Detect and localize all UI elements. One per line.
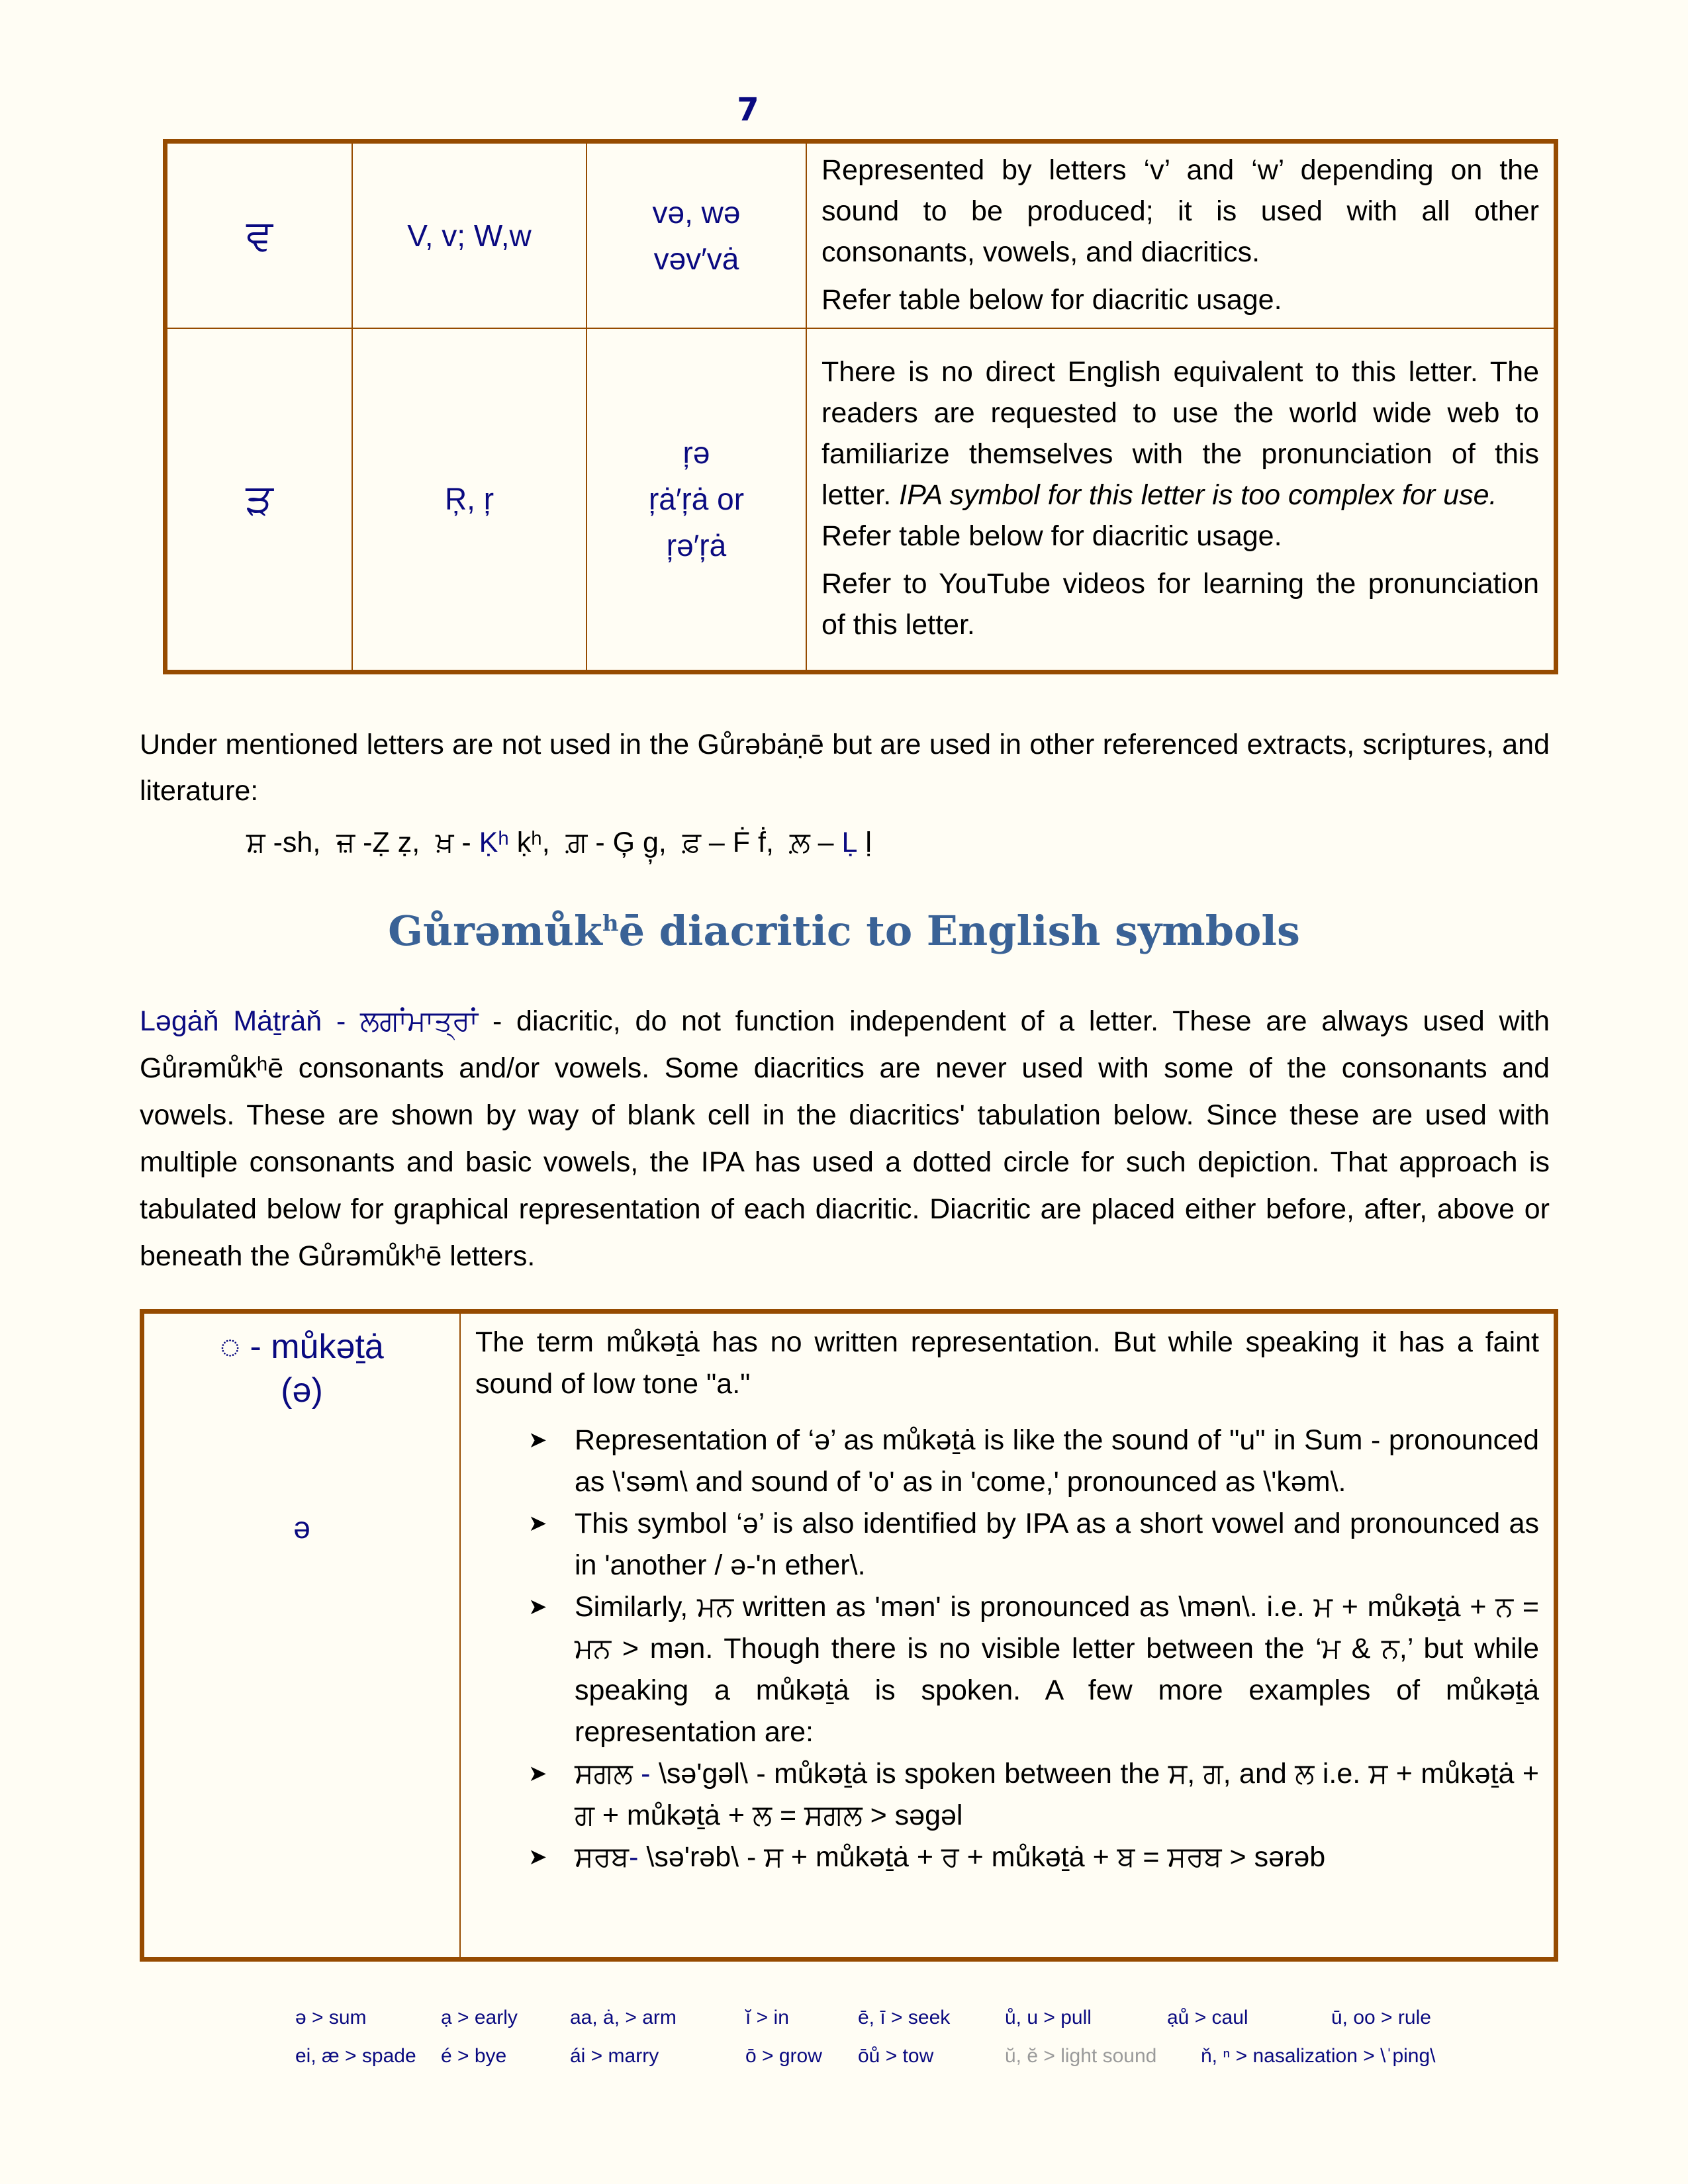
legend-item: ŭ, ĕ > light sound — [1005, 2045, 1157, 2067]
list-item: ➤ Similarly, ਮਨ written as 'mən' is pronounced as \mən\. i.e. ਮ + můkəṯȧ + ਨ = ਮਨ > mən. Though there is no visible letter between the ‘ਮ & ਨ,’ but while speaking a můkəṯȧ is spoken. A few more examples of můkəṯȧ representation are: — [575, 1586, 1539, 1753]
diacritic-table — [140, 1309, 1558, 1962]
arrowhead-bullet-icon: ➤ — [528, 1428, 547, 1453]
description-text: Refer to YouTube videos for learning the pronunciation of this letter. — [821, 568, 1539, 641]
diacritic-intro: The term můkəṯȧ has no written representation. But while speaking it has a faint sound of low tone "a." — [475, 1326, 1539, 1400]
arrowhead-bullet-icon: ➤ — [528, 1761, 547, 1786]
arrowhead-bullet-icon: ➤ — [528, 1844, 547, 1870]
diacritic-row-mukta — [142, 1312, 1556, 1960]
list-item: ➤ Representation of ‘ə’ as můkəṯȧ is like the sound of "u" in Sum - pronounced as \'səm\ and sound of 'o' as in 'come,' pronounced as \'kəm\. — [575, 1420, 1539, 1503]
section-heading: Gůrəmůk$^h$ē diacritic to English symbols — [388, 907, 1300, 955]
description-text: Refer table below for diacritic usage. — [821, 283, 1282, 316]
gurmukhi-letter: ੜ — [165, 328, 353, 672]
list-item: ➤ This symbol ‘ə’ is also identified by IPA as a short vowel and pronounced as in 'another / ə-'n ether\. — [575, 1503, 1539, 1586]
legend-item: ái > marry — [570, 2045, 659, 2067]
diacritic-description-cell — [460, 1312, 1556, 1960]
letter-row-rara — [165, 328, 1556, 672]
letter-item: ਗ਼ - Ģ g̦ — [565, 827, 659, 858]
description-text: Refer table below for diacritic usage. — [821, 520, 1282, 553]
legend-item: ū, oo > rule — [1331, 2007, 1431, 2028]
arrowhead-bullet-icon: ➤ — [528, 1594, 547, 1619]
letter-table — [163, 139, 1558, 674]
letter-item: ਖ਼ - Ḳʰ ḳʰ — [436, 827, 542, 858]
description-plain: There is no direct English equivalent to this letter. The readers are requested to use the world wide web to familiarize themselves with the pronunciation of this letter. — [821, 356, 1539, 512]
letter-item: ਲ਼ – Ḷ ḷ — [789, 827, 872, 858]
diacritic-name: ◌ - můkəṯȧ — [220, 1328, 384, 1366]
diacritic-ipa: ə — [293, 1510, 310, 1545]
legend-item: ĭ > in — [745, 2007, 789, 2028]
diacritic-ipa-paren: (ə) — [281, 1371, 323, 1410]
list-item: ➤ ਸਗਲ - \sə'gəl\ - můkəṯȧ is spoken between the ਸ, ਗ, and ਲ i.e. ਸ + můkəṯȧ + ਗ + můkəṯȧ + ਲ = ਸਗਲ > səgəl — [575, 1753, 1539, 1837]
legend-item: ei, æ > spade — [295, 2045, 416, 2067]
legend-row — [295, 1999, 1487, 2037]
ipa-line: ŗə′ŗȧ — [666, 528, 727, 563]
diacritic-symbol-cell — [142, 1312, 461, 1960]
letter-row-vava — [165, 142, 1556, 328]
ipa-line: vəv′vȧ — [653, 241, 739, 276]
legend-item: é > bye — [441, 2045, 507, 2067]
extra-letters-list: ਸ਼ -sh, ਜ਼ -Ẓ ẓ, ਖ਼ - Ḳʰ ḳʰ, ਗ਼ - Ģ g̦, ਫ਼ – Ḟ ḟ, ਲ਼ – Ḷ ḷ — [246, 827, 872, 858]
ipa-line: və, wə — [652, 195, 741, 230]
english-equivalent: Ŗ, ŗ — [352, 328, 586, 672]
letter-item: ਜ਼ -Ẓ ẓ — [336, 827, 412, 858]
description-cell — [806, 328, 1556, 672]
page-number: 7 — [737, 91, 759, 128]
description-italic: IPA symbol for this letter is too complex for use. — [899, 479, 1497, 512]
ipa-line: ŗə — [682, 435, 710, 471]
legend-item: ē, ī > seek — [858, 2007, 951, 2028]
legend-item: ōů > tow — [858, 2045, 934, 2067]
not-used-letters-paragraph: Under mentioned letters are not used in the Gůrəbȧṇē but are used in other referenced extracts, scriptures, and literature: — [140, 729, 1550, 807]
legend-item: aa, ȧ, > arm — [570, 2007, 677, 2028]
diacritic-bullet-list — [475, 1420, 1539, 1878]
legend-item: ů, u > pull — [1005, 2007, 1092, 2028]
description-text: Represented by letters ‘v’ and ‘w’ depending on the sound to be produced; it is used with all other consonants, vowels, and diacritics. — [821, 154, 1539, 268]
diacritic-intro-paragraph — [140, 998, 1550, 1280]
legend-item: ạ > early — [441, 2007, 518, 2028]
ipa-cell — [586, 142, 806, 328]
letter-item: ਸ਼ -sh — [246, 827, 313, 858]
arrowhead-bullet-icon: ➤ — [528, 1511, 547, 1536]
letter-item: ਫ਼ – Ḟ ḟ — [682, 827, 766, 858]
gurmukhi-letter: ਵ — [165, 142, 353, 328]
lagan-matran-term: Ləgȧň Mȧṯrȧň - ਲਗਾਂਮਾਤ੍ਰਾਂ — [140, 1005, 479, 1037]
description-text — [821, 351, 1539, 516]
list-item: ➤ ਸਰਬ- \sə'rəb\ - ਸ + můkəṯȧ + ਰ + můkəṯȧ + ਬ = ਸਰਬ > sərəb — [575, 1837, 1539, 1878]
legend-item: ō > grow — [745, 2045, 822, 2067]
ipa-line: ŗȧ′ŗȧ or — [648, 482, 745, 517]
description-cell — [806, 142, 1556, 328]
english-equivalent: V, v; W,w — [352, 142, 586, 328]
pronunciation-legend — [295, 1999, 1487, 2075]
legend-item: ň, ⁿ > nasalization > \ˈping\ — [1201, 2045, 1436, 2067]
paragraph-text: - diacritic, do not function independent of a letter. These are always used with Gůrəmůkʰē consonants and/or vowels. Some diacritics are never used with some of the consonants and vowels. These are shown by way of blank cell in the diacritics' tabulation below. Since these are used with multiple consonants and basic vowels, the IPA has used a dotted circle for such depiction. That approach is tabulated below for graphical representation of each diacritic. Diacritic are placed either before, after, above or beneath the Gůrəmůkʰē letters. — [140, 1005, 1550, 1272]
ipa-cell — [586, 328, 806, 672]
legend-item: ə > sum — [295, 2007, 367, 2028]
legend-item: ạů > caul — [1167, 2007, 1248, 2028]
legend-row — [295, 2037, 1487, 2075]
